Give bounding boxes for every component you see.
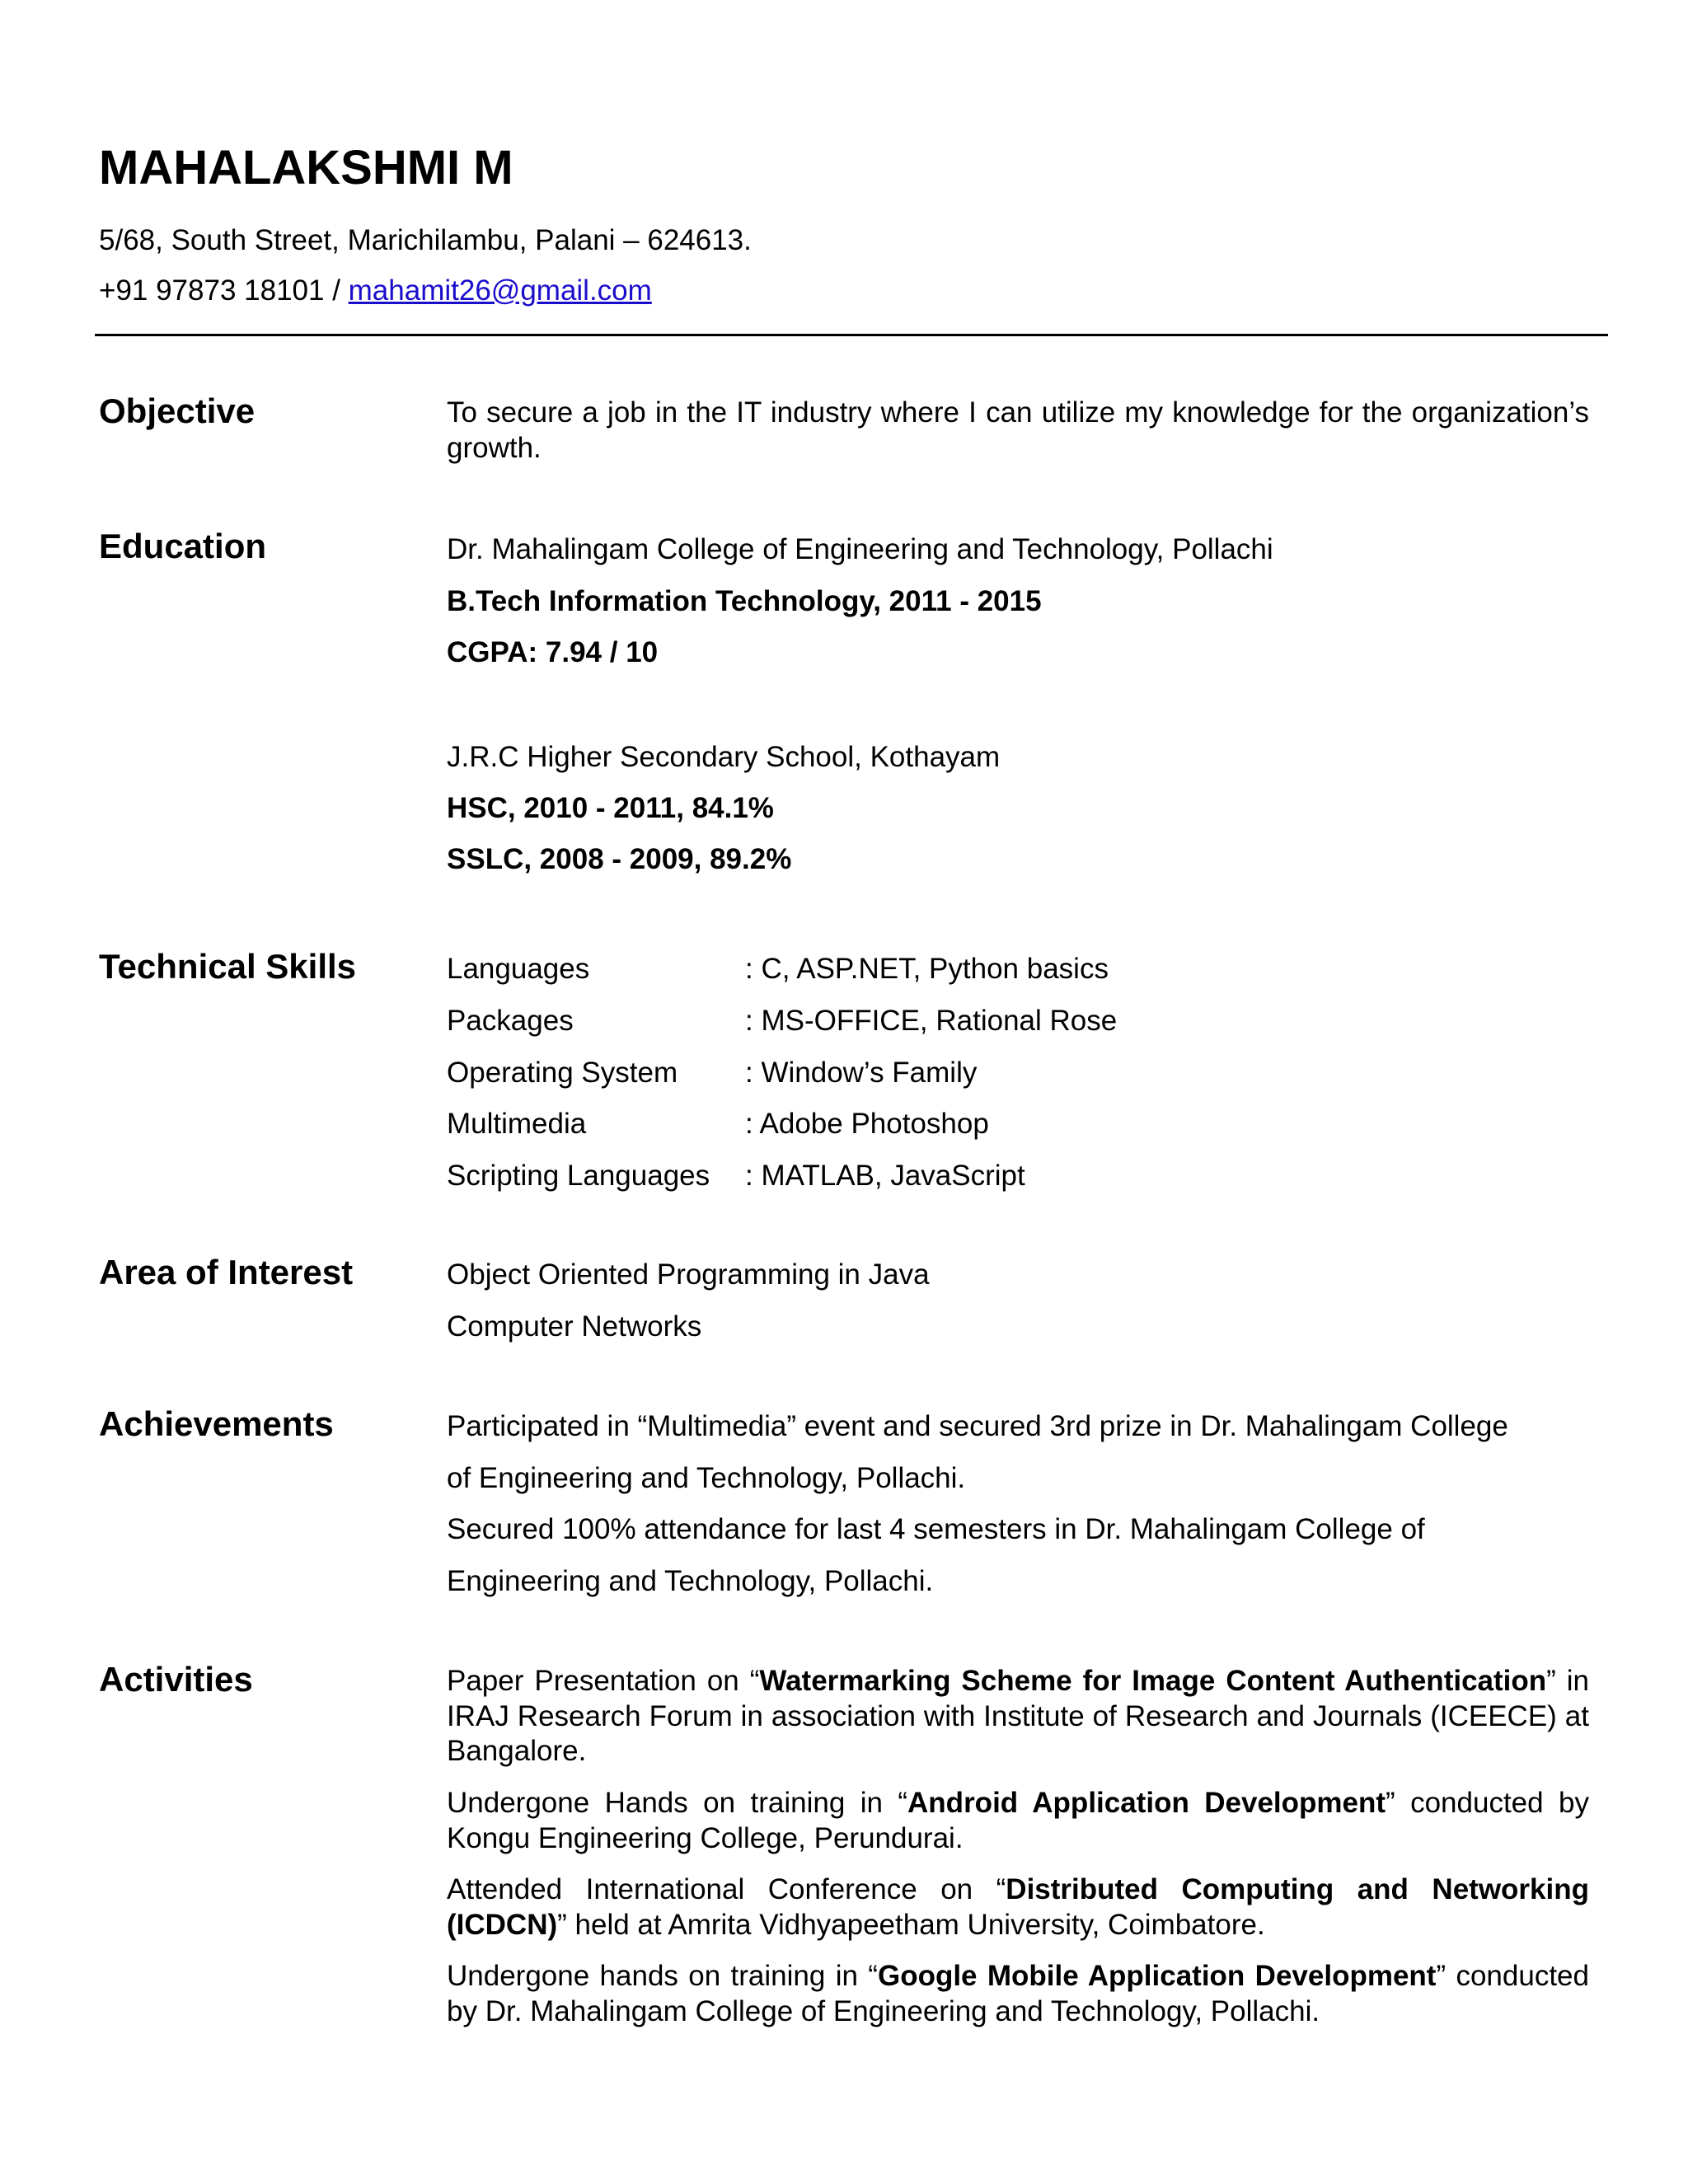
education-college: Dr. Mahalingam College of Engineering and Technology, Pollachi <box>447 533 1273 565</box>
section-title-activities: Activities <box>99 1660 253 1699</box>
objective-text: To secure a job in the IT industry where I can utilize my knowledge for the organization’s growth. <box>447 396 1589 464</box>
phone-number: +91 97873 18101 / <box>99 274 349 307</box>
activity-highlight: Distributed Computing and Networking (ICDCN) <box>447 1873 1589 1941</box>
activity-text: Paper Presentation on “ <box>447 1665 760 1697</box>
achievements-block <box>447 1408 1589 1606</box>
interest-list <box>447 1257 1589 1347</box>
skill-value: : MATLAB, JavaScript <box>745 1160 1025 1192</box>
activity-highlight: Android Application Development <box>907 1787 1386 1819</box>
contact-line <box>99 274 652 308</box>
activity-text: ” in IRAJ Research Forum in association with Institute of Research and Journals (ICEECE) at Bangalore. <box>447 1665 1589 1768</box>
skill-name: Packages <box>447 1005 574 1037</box>
section-title-technical-skills: Technical Skills <box>99 947 357 986</box>
achievement-line: of Engineering and Technology, Pollachi. <box>447 1462 966 1494</box>
section-title-area-of-interest: Area of Interest <box>99 1253 354 1291</box>
achievement-line: Engineering and Technology, Pollachi. <box>447 1565 934 1597</box>
skill-name: Languages <box>447 953 590 985</box>
email-link[interactable]: mahamit26@gmail.com <box>348 274 652 307</box>
activity-text: ” conducted by Dr. Mahalingam College of Engineering and Technology, Pollachi. <box>447 1960 1589 2027</box>
skill-row <box>447 1055 1589 1091</box>
activity-text: Attended International Conference on “ <box>447 1873 1006 1905</box>
education-school: J.R.C Higher Secondary School, Kothayam <box>447 741 1001 773</box>
section-title-achievements: Achievements <box>99 1404 334 1443</box>
activity-text: Undergone Hands on training in “ <box>447 1787 908 1819</box>
section-title-objective: Objective <box>99 391 256 430</box>
education-degree: B.Tech Information Technology, 2011 - 2015 <box>447 585 1042 617</box>
skill-value: : Adobe Photoshop <box>745 1108 989 1140</box>
achievement-line: Participated in “Multimedia” event and secured 3rd prize in Dr. Mahalingam College <box>447 1410 1508 1442</box>
interest-item: Computer Networks <box>447 1310 702 1343</box>
education-hsc: HSC, 2010 - 2011, 84.1% <box>447 792 774 824</box>
activity-text: Undergone hands on training in “ <box>447 1960 878 1992</box>
activity-text: ” conducted by Kongu Engineering College, Perundurai. <box>447 1787 1589 1854</box>
interest-item: Object Oriented Programming in Java <box>447 1258 930 1291</box>
achievement-line: Secured 100% attendance for last 4 semesters in Dr. Mahalingam College of <box>447 1513 1425 1545</box>
education-sslc: SSLC, 2008 - 2009, 89.2% <box>447 843 792 875</box>
activity-item <box>447 1872 1589 1943</box>
skills-table <box>447 951 1589 1215</box>
skill-row <box>447 951 1589 987</box>
activity-item <box>447 1959 1589 2029</box>
skill-row <box>447 1106 1589 1142</box>
activity-highlight: Watermarking Scheme for Image Content Authentication <box>759 1665 1547 1697</box>
activity-highlight: Google Mobile Application Development <box>877 1960 1437 1992</box>
skill-name: Scripting Languages <box>447 1160 710 1192</box>
skill-value: : MS-OFFICE, Rational Rose <box>745 1005 1118 1037</box>
activity-text: ” held at Amrita Vidhyapeetham University, Coimbatore. <box>557 1908 1265 1941</box>
skill-name: Multimedia <box>447 1108 587 1140</box>
candidate-name: MAHALAKSHMI M <box>99 141 513 194</box>
address-line: 5/68, South Street, Marichilambu, Palani – 624613. <box>99 224 752 256</box>
section-title-education: Education <box>99 527 267 565</box>
activity-item <box>447 1786 1589 1856</box>
skill-value: : Window’s Family <box>745 1057 978 1089</box>
skill-value: : C, ASP.NET, Python basics <box>745 953 1109 985</box>
skill-row <box>447 1003 1589 1039</box>
skill-row <box>447 1158 1589 1194</box>
header-divider <box>95 334 1608 336</box>
education-cgpa: CGPA: 7.94 / 10 <box>447 636 659 668</box>
education-block <box>447 532 1589 878</box>
skill-name: Operating System <box>447 1057 678 1089</box>
activity-item <box>447 1664 1589 1769</box>
